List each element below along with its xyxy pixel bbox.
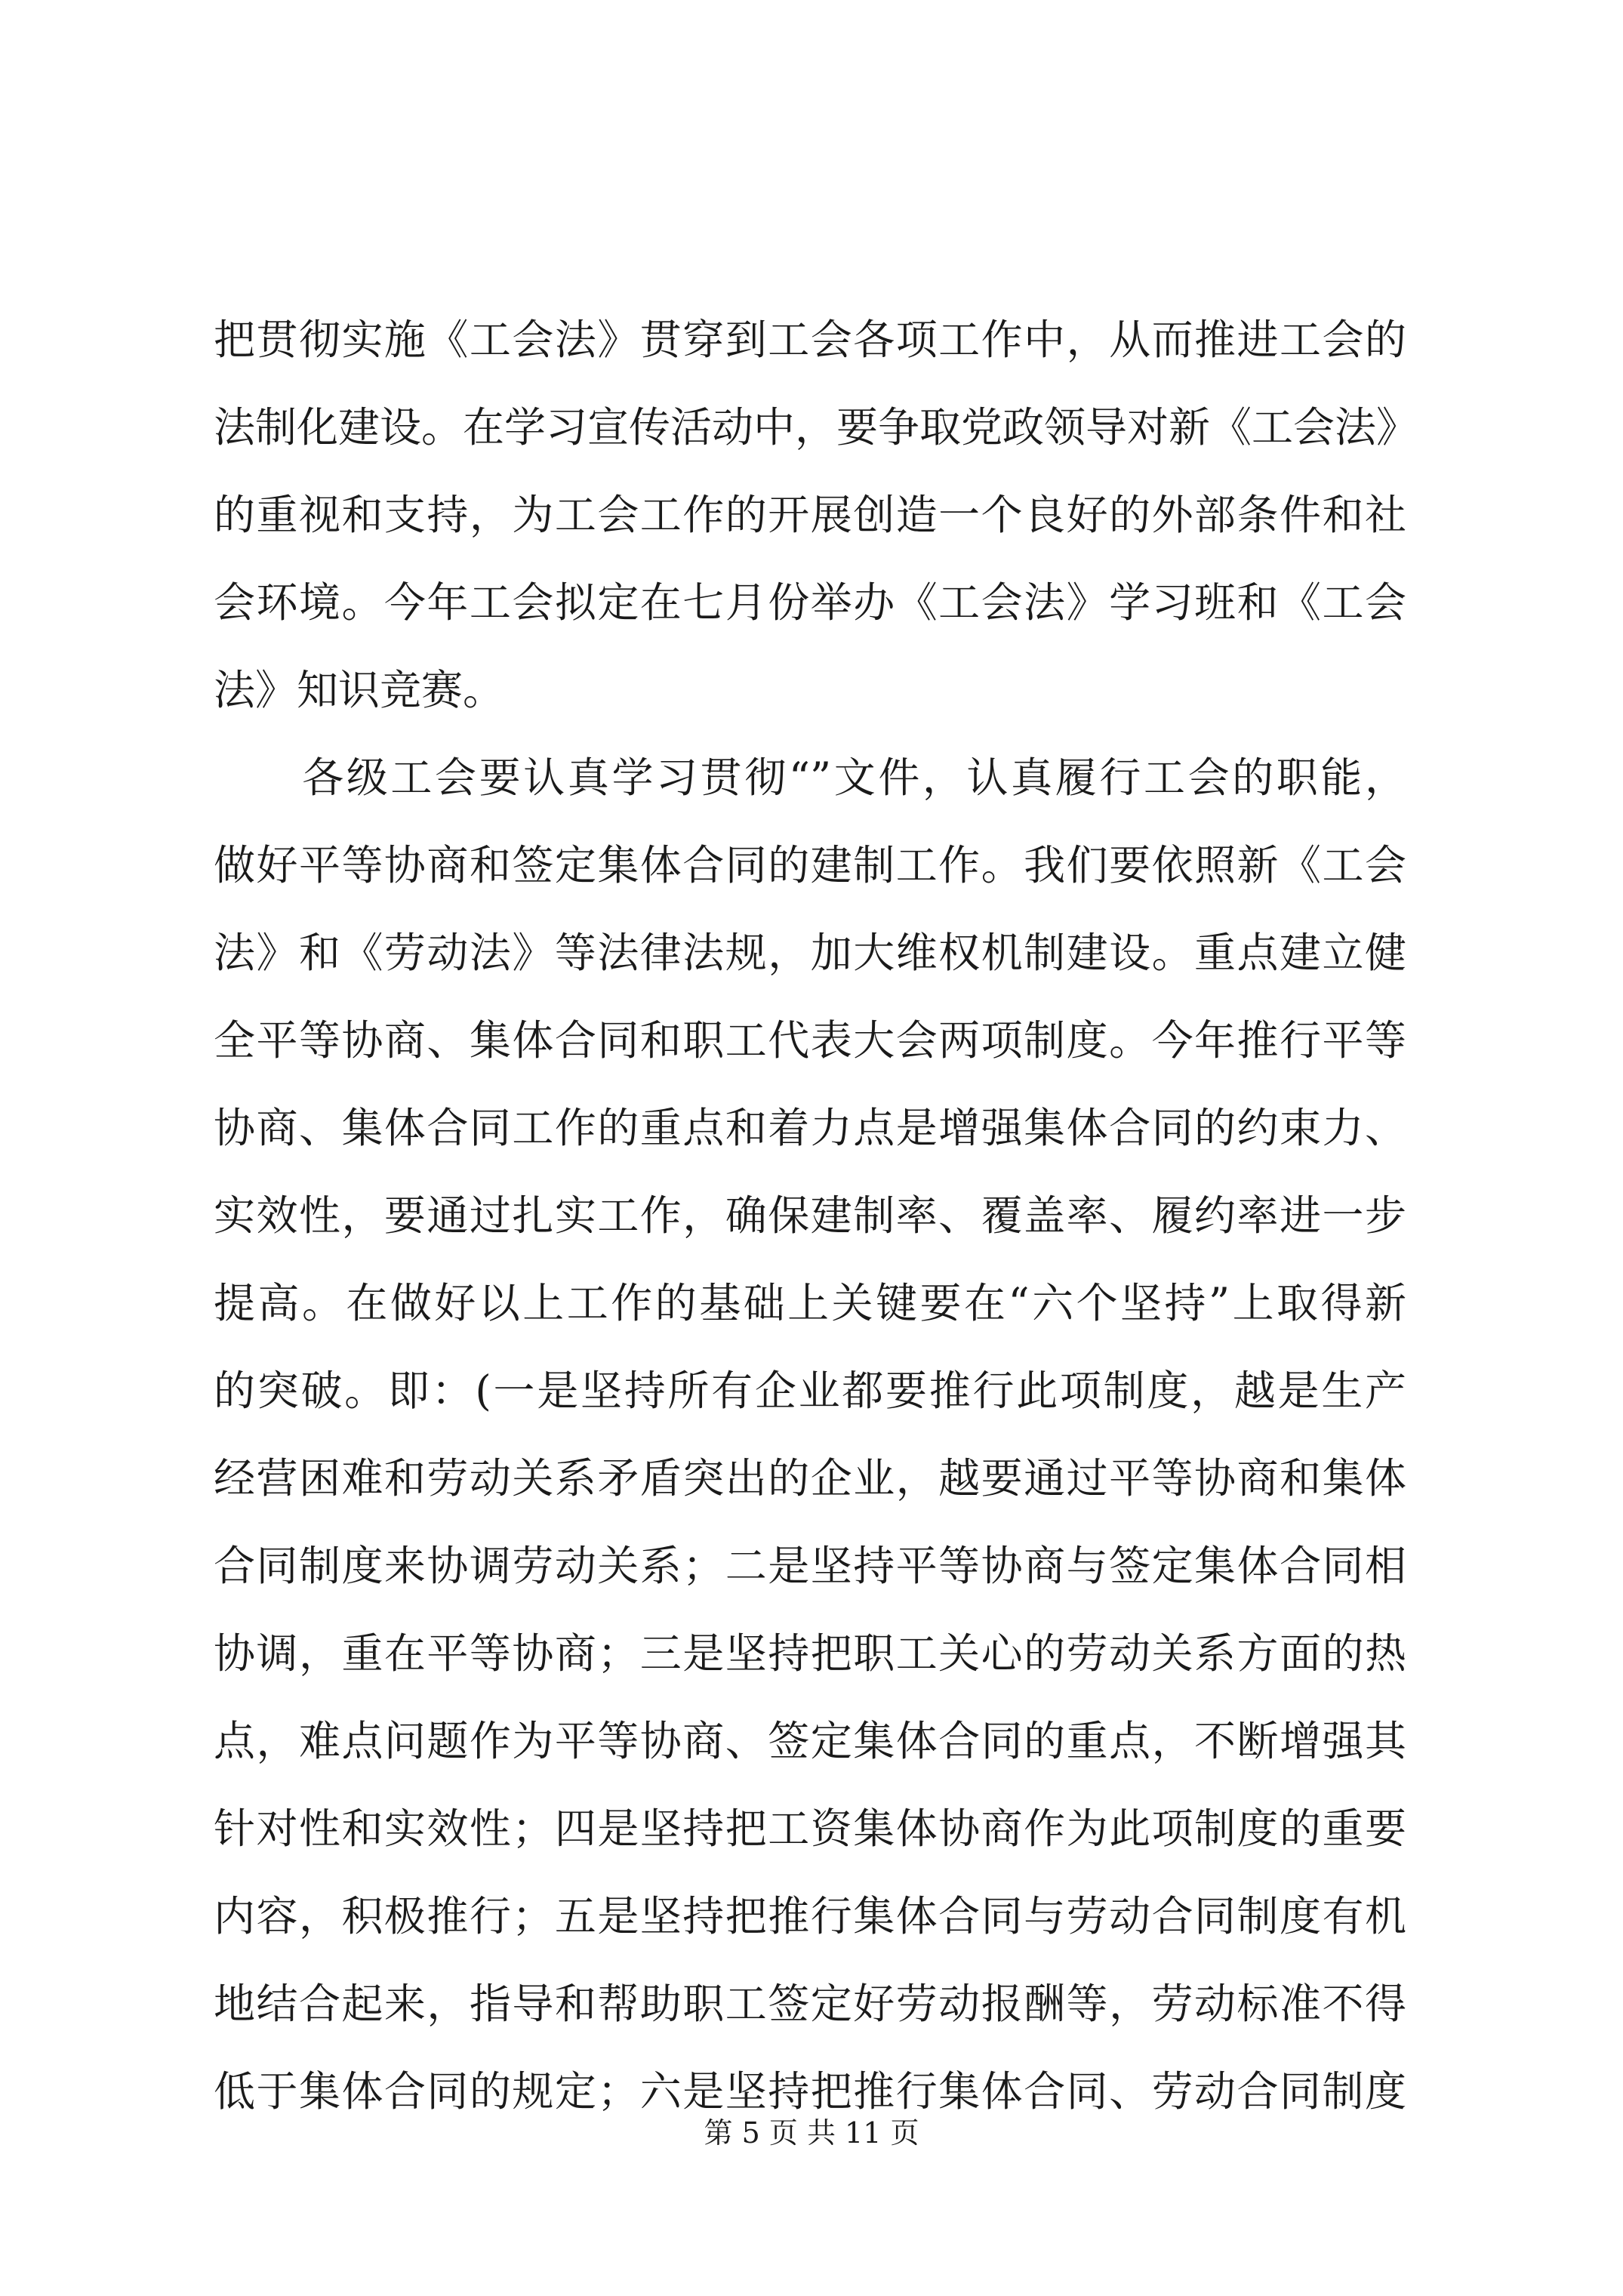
text-line: 合同制度来协调劳动关系；二是坚持平等协商与签定集体合同相 [214,1542,1406,1590]
text-line: 协商、集体合同工作的重点和着力点是增强集体合同的约束力、 [214,1104,1406,1152]
text-line: 协调，重在平等协商；三是坚持把职工关心的劳动关系方面的热 [214,1629,1406,1678]
text-line: 低于集体合同的规定；六是坚持把推行集体合同、劳动合同制度 [214,2067,1406,2116]
text-line: 各级工会要认真学习贯彻“”文件，认真履行工会的职能， [214,754,1406,802]
text-line: 做好平等协商和签定集体合同的建制工作。我们要依照新《工会 [214,841,1406,889]
text-line: 实效性，要通过扎实工作，确保建制率、覆盖率、履约率进一步 [214,1191,1406,1240]
text-line: 法制化建设。在学习宣传活动中，要争取党政领导对新《工会法》 [214,403,1418,451]
text-line: 经营困难和劳动关系矛盾突出的企业，越要通过平等协商和集体 [214,1454,1406,1502]
text-line: 全平等协商、集体合同和职工代表大会两项制度。今年推行平等 [214,1016,1406,1065]
text-line: 的重视和支持，为工会工作的开展创造一个良好的外部条件和社 [214,491,1406,539]
text-line: 法》知识竞赛。 [214,666,505,714]
text-line: 的突破。即：(一是坚持所有企业都要推行此项制度，越是生产 [214,1367,1406,1415]
text-line: 会环境。今年工会拟定在七月份举办《工会法》学习班和《工会 [214,578,1406,627]
text-line: 地结合起来，指导和帮助职工签定好劳动报酬等，劳动标准不得 [214,1980,1406,2028]
text-line: 内容，积极推行；五是坚持把推行集体合同与劳动合同制度有机 [214,1892,1406,1940]
text-line: 法》和《劳动法》等法律法规，加大维权机制建设。重点建立健 [214,929,1406,977]
text-line: 点，难点问题作为平等协商、签定集体合同的重点，不断增强其 [214,1717,1406,1765]
text-line: 针对性和实效性；四是坚持把工资集体协商作为此项制度的重要 [214,1804,1406,1853]
text-line: 把贯彻实施《工会法》贯穿到工会各项工作中，从而推进工会的 [214,316,1406,364]
body-text [214,296,1418,2135]
text-line: 提高。在做好以上工作的基础上关键要在“六个坚持”上取得新 [214,1279,1406,1327]
page-number-footer: 第 5 页 共 11 页 [704,2116,919,2150]
